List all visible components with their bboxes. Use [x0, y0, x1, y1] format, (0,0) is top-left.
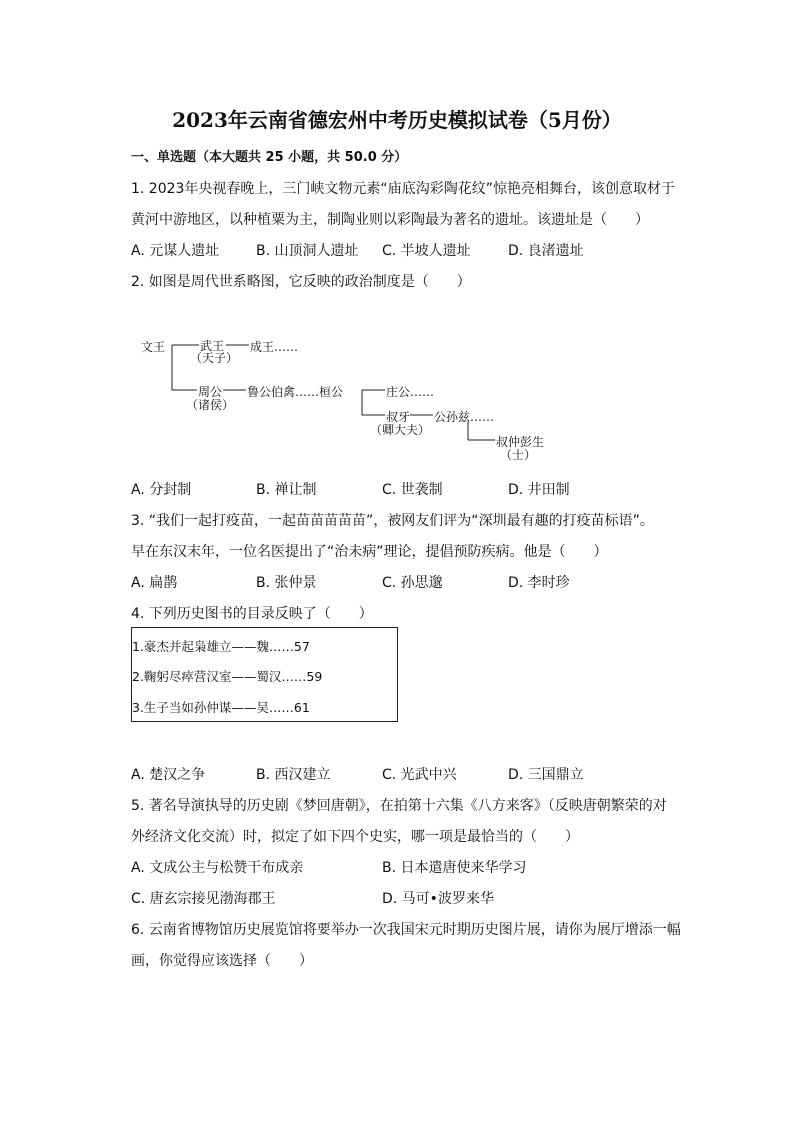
node-chengwang: 成王……: [250, 340, 299, 354]
q3-option-a: A. 扁鹊: [131, 575, 178, 591]
q1-option-b: B. 山顶洞人遗址: [256, 243, 359, 259]
q4-option-a: A. 楚汉之争: [131, 767, 206, 783]
book-contents-box: [131, 627, 398, 722]
q1-option-a: A. 元谋人遗址: [131, 243, 220, 259]
q4-option-c: C. 光武中兴: [382, 767, 457, 783]
q5-option-a: A. 文成公主与松赞干布成亲: [131, 860, 304, 876]
node-tianzi-rank: （天子）: [190, 351, 239, 365]
q1-option-d: D. 良渚遗址: [508, 243, 584, 259]
q4-option-b: B. 西汉建立: [256, 767, 331, 783]
q5-option-d: D. 马可•波罗来华: [382, 891, 494, 907]
node-zhougong: 周公: [198, 385, 223, 399]
node-zhuanggong: 庄公……: [386, 385, 435, 399]
contents-entry-1: 1.豪杰并起枭雄立——魏……57: [132, 639, 310, 654]
question-6-line-1: 6. 云南省博物馆历史展览馆将要举办一次我国宋元时期历史图片展，请你为展厅增添一幅: [131, 922, 681, 938]
q3-option-c: C. 孙思邈: [382, 575, 443, 591]
question-4-line-1: 4. 下列历史图书的目录反映了（ ）: [131, 606, 373, 622]
question-3-line-1: 3. “我们一起打疫苗，一起苗苗苗苗苗”，被网友们评为“深圳最有趣的打疫苗标语”。: [131, 513, 654, 529]
node-zhuhou-rank: （诸侯）: [186, 398, 235, 412]
node-qingdafu-rank: （卿大夫）: [370, 423, 431, 437]
node-wuwang: 武王: [200, 339, 225, 353]
q3-option-d: D. 李时珍: [508, 575, 570, 591]
node-shuzhong: 叔仲彭生: [496, 435, 545, 449]
question-5-line-1: 5. 著名导演执导的历史剧《梦回唐朝》，在拍第十六集《八方来客》（反映唐朝繁荣的对: [131, 798, 667, 814]
q4-option-d: D. 三国鼎立: [508, 767, 584, 783]
q2-option-d: D. 井田制: [508, 482, 570, 498]
contents-entry-2: 2.鞠躬尽瘁营汉室——蜀汉……59: [132, 669, 323, 684]
node-boqin-huangong: 鲁公伯禽……桓公: [247, 385, 344, 399]
q2-option-a: A. 分封制: [131, 482, 192, 498]
node-wenwang: 文王: [141, 340, 166, 354]
question-5-line-2: 外经济文化交流）时，拟定了如下四个史实，哪一项是最恰当的（ ）: [131, 829, 579, 845]
q5-option-b: B. 日本遣唐使来华学习: [382, 860, 527, 876]
question-1-line-1: 1. 2023年央视春晚上，三门峡文物元素“庙底沟彩陶花纹”惊艳亮相舞台，该创意取材于: [131, 181, 675, 197]
page-title: 2023年云南省德宏州中考历史模拟试卷（5月份）: [172, 108, 622, 132]
node-shuya: 叔牙: [386, 410, 411, 424]
q1-option-c: C. 半坡人遗址: [382, 243, 471, 259]
section-heading: 一、单选题（本大题共 25 小题，共 50.0 分）: [131, 150, 408, 165]
node-shi-rank: （士）: [500, 448, 537, 462]
q3-option-b: B. 张仲景: [256, 575, 317, 591]
question-3-line-2: 早在东汉末年，一位名医提出了“治未病”理论，提倡预防疾病。他是（ ）: [131, 544, 608, 560]
question-1-line-2: 黄河中游地区，以种植粟为主，制陶业则以彩陶最为著名的遗址。该遗址是（ ）: [131, 212, 649, 228]
q2-option-b: B. 禅让制: [256, 482, 317, 498]
question-2-line-1: 2. 如图是周代世系略图，它反映的政治制度是（ ）: [131, 274, 471, 290]
q5-option-c: C. 唐玄宗接见渤海郡王: [131, 891, 276, 907]
node-gongsunzi: 公孙兹……: [434, 410, 495, 424]
question-6-line-2: 画，你觉得应该选择（ ）: [131, 953, 313, 969]
q2-option-c: C. 世袭制: [382, 482, 443, 498]
contents-entry-3: 3.生子当如孙仲谋——吴……61: [132, 700, 310, 715]
